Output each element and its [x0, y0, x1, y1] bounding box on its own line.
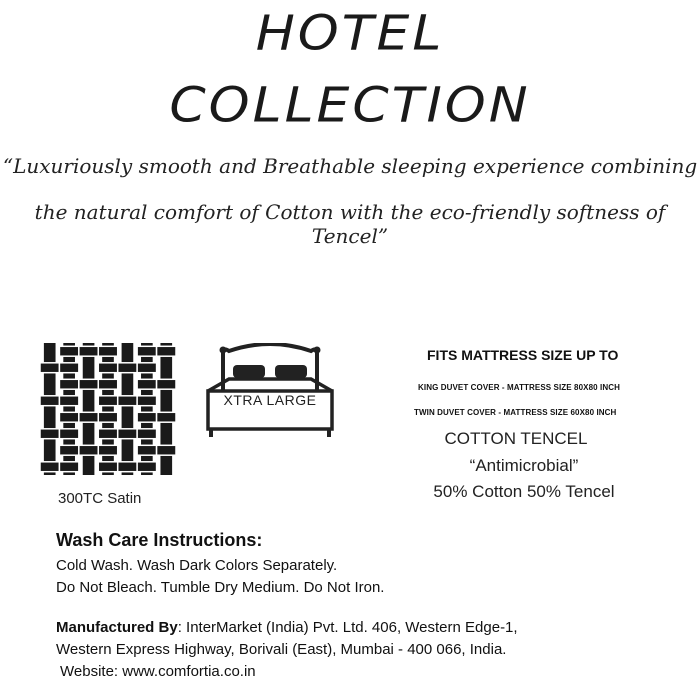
fits-heading: FITS MATTRESS SIZE UP TO	[427, 347, 619, 363]
wash-care-heading: Wash Care Instructions:	[56, 530, 263, 550]
manufacturer-label: Manufactured By	[56, 619, 178, 636]
bed-icon	[205, 343, 335, 438]
title-line-1: HOTEL	[255, 6, 445, 62]
material-feature: “Antimicrobial”	[469, 456, 579, 475]
manufacturer-line-2: Western Express Highway, Borivali (East), Mumbai - 400 066, India.	[56, 641, 507, 658]
manufacturer-line-1	[56, 617, 518, 639]
satin-weave-icon	[40, 343, 176, 475]
material-name: COTTON TENCEL	[444, 429, 588, 448]
tagline-line-1: “Luxuriously smooth and Breathable sleeping experience combining	[2, 154, 698, 178]
tagline-line-2: the natural comfort of Cotton with the eco-friendly softness of Tencel”	[34, 200, 666, 248]
wash-care-line-2: Do Not Bleach. Tumble Dry Medium. Do Not Iron.	[56, 579, 385, 596]
bed-size-label: XTRA LARGE	[223, 392, 317, 408]
king-size-note: KING DUVET COVER - MATTRESS SIZE 80X80 INCH	[418, 383, 620, 392]
weave-caption: 300TC Satin	[58, 490, 142, 507]
manufacturer-website: Website: www.comfortia.co.in	[60, 663, 256, 680]
material-composition: 50% Cotton 50% Tencel	[433, 482, 615, 501]
title-line-2: COLLECTION	[169, 78, 531, 134]
manufacturer-address-1: : InterMarket (India) Pvt. Ltd. 406, Western Edge-1,	[177, 619, 518, 636]
wash-care-line-1: Cold Wash. Wash Dark Colors Separately.	[56, 557, 338, 574]
twin-size-note: TWIN DUVET COVER - MATTRESS SIZE 60X80 INCH	[414, 408, 617, 417]
